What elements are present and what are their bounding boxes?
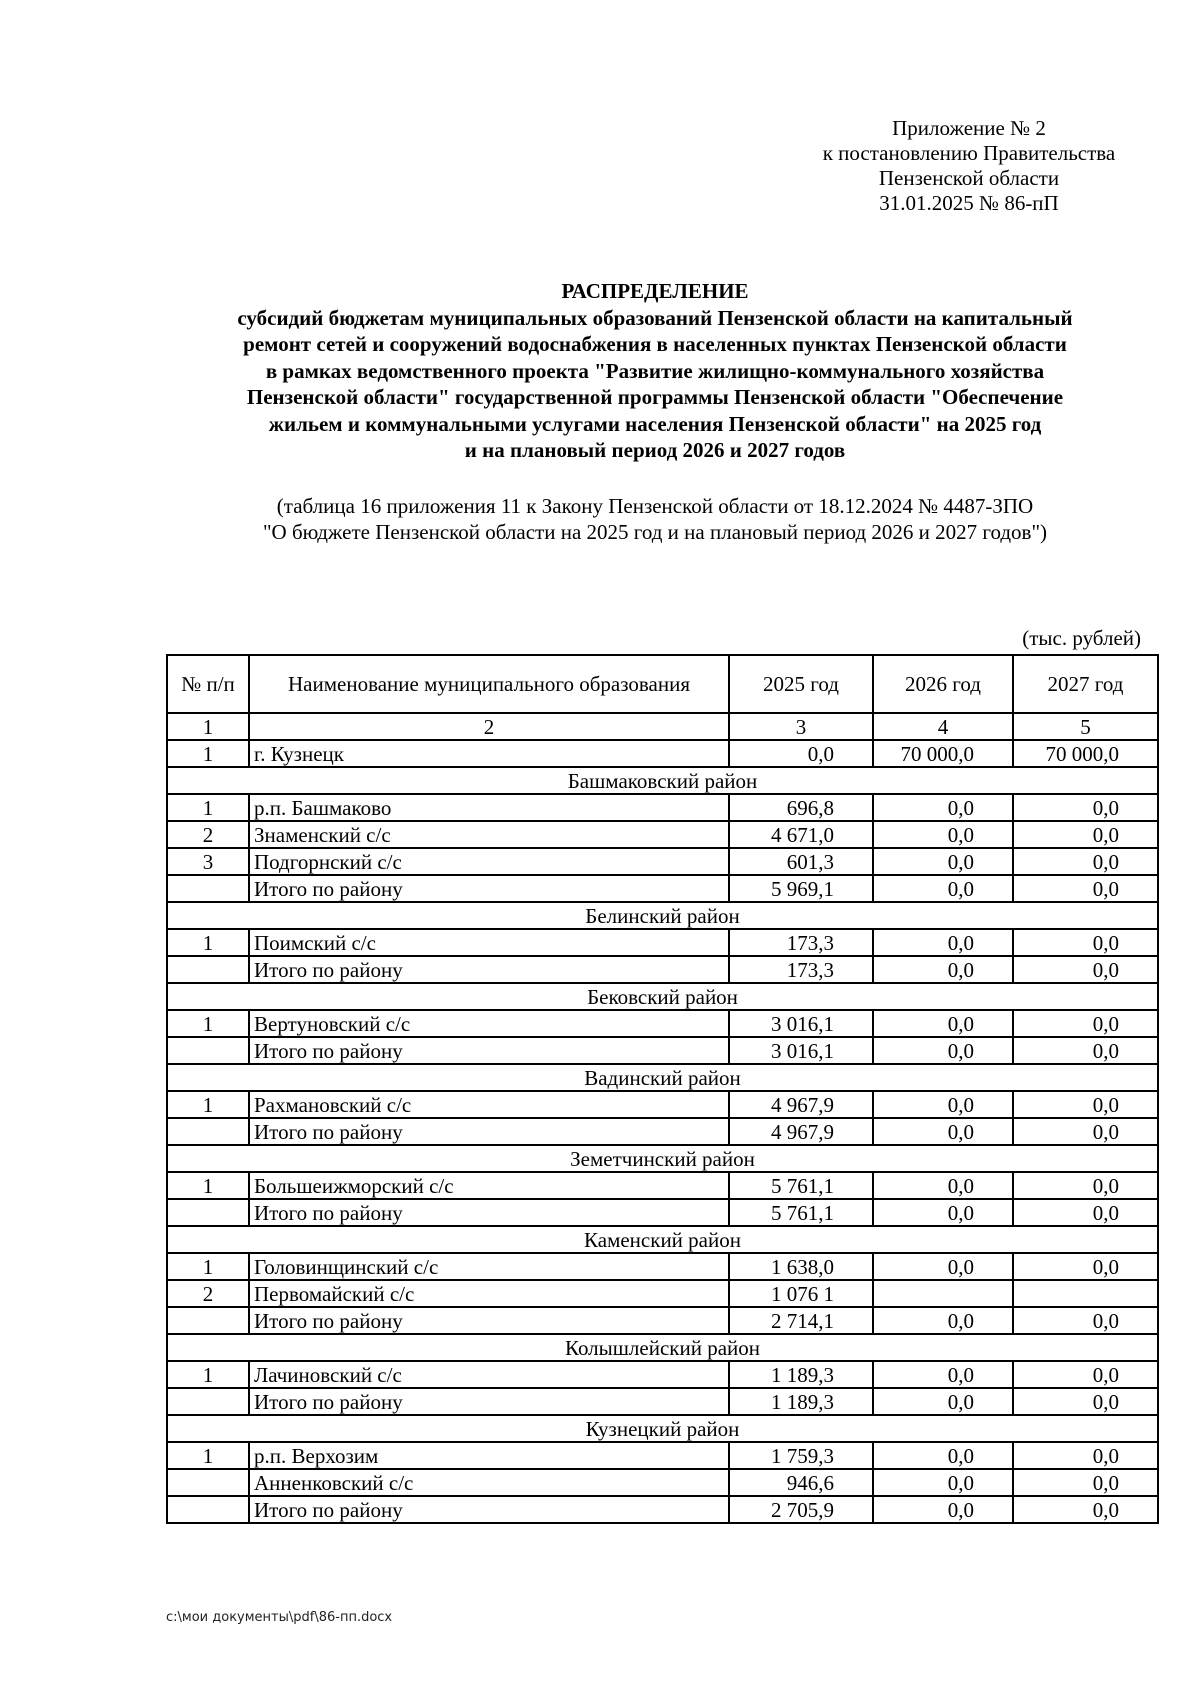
value-2025: 946,6 xyxy=(729,1469,873,1496)
value-2025: 1 076 1 xyxy=(729,1280,873,1307)
document-title xyxy=(160,278,1150,464)
value-2026: 0,0 xyxy=(873,929,1013,956)
row-number xyxy=(167,956,249,983)
title-line: субсидий бюджетам муниципальных образований Пензенской области на капитальный xyxy=(237,305,1073,330)
value-2025: 601,3 xyxy=(729,848,873,875)
column-number: 5 xyxy=(1013,713,1158,740)
header-name: Наименование муниципального образования xyxy=(249,655,729,713)
value-2026: 0,0 xyxy=(873,794,1013,821)
value-2027: 0,0 xyxy=(1013,875,1158,902)
file-path-footer: c:\мои документы\pdf\86-пп.docx xyxy=(166,1610,393,1625)
section-row xyxy=(167,1064,1158,1091)
value-2026: 0,0 xyxy=(873,1307,1013,1334)
row-number xyxy=(167,1469,249,1496)
row-number: 3 xyxy=(167,848,249,875)
row-number: 1 xyxy=(167,794,249,821)
value-2027: 0,0 xyxy=(1013,1010,1158,1037)
section-row xyxy=(167,1334,1158,1361)
total-row xyxy=(167,875,1158,902)
value-2026: 0,0 xyxy=(873,1442,1013,1469)
value-2027: 0,0 xyxy=(1013,929,1158,956)
total-row xyxy=(167,1037,1158,1064)
value-2026: 0,0 xyxy=(873,1010,1013,1037)
table-row xyxy=(167,1253,1158,1280)
table-row xyxy=(167,848,1158,875)
total-row xyxy=(167,1388,1158,1415)
municipality-name: Итого по району xyxy=(249,1037,729,1064)
total-row xyxy=(167,1199,1158,1226)
value-2027: 0,0 xyxy=(1013,1388,1158,1415)
value-2025: 1 189,3 xyxy=(729,1388,873,1415)
header-number: № п/п xyxy=(167,655,249,713)
total-row xyxy=(167,1118,1158,1145)
units-label: (тыс. рублей) xyxy=(1022,626,1141,650)
value-2026: 0,0 xyxy=(873,875,1013,902)
table-row xyxy=(167,821,1158,848)
section-row xyxy=(167,902,1158,929)
header-2026: 2026 год xyxy=(873,655,1013,713)
value-2026: 0,0 xyxy=(873,1037,1013,1064)
table-row xyxy=(167,1010,1158,1037)
municipality-name: Лачиновский с/с xyxy=(249,1361,729,1388)
value-2025: 1 189,3 xyxy=(729,1361,873,1388)
section-row xyxy=(167,767,1158,794)
municipality-name: Итого по району xyxy=(249,1496,729,1523)
value-2027: 70 000,0 xyxy=(1013,740,1158,767)
section-row xyxy=(167,983,1158,1010)
value-2026: 0,0 xyxy=(873,1172,1013,1199)
row-number xyxy=(167,1307,249,1334)
column-number: 1 xyxy=(167,713,249,740)
municipality-name: Поимский с/с xyxy=(249,929,729,956)
value-2026: 70 000,0 xyxy=(873,740,1013,767)
value-2026: 0,0 xyxy=(873,1361,1013,1388)
value-2026: 0,0 xyxy=(873,1091,1013,1118)
document-subtitle xyxy=(160,493,1150,545)
municipality-name: Анненковский с/с xyxy=(249,1469,729,1496)
value-2025: 4 967,9 xyxy=(729,1091,873,1118)
title-line: ремонт сетей и сооружений водоснабжения в населенных пунктах Пензенской области xyxy=(243,332,1067,356)
total-row xyxy=(167,956,1158,983)
value-2026: 0,0 xyxy=(873,1199,1013,1226)
column-number: 4 xyxy=(873,713,1013,740)
value-2026: 0,0 xyxy=(873,1496,1013,1523)
total-row xyxy=(167,1307,1158,1334)
appendix-line: к постановлению Правительства xyxy=(822,141,1116,165)
table-row xyxy=(167,794,1158,821)
value-2027: 0,0 xyxy=(1013,1361,1158,1388)
value-2026: 0,0 xyxy=(873,1118,1013,1145)
value-2027: 0,0 xyxy=(1013,1118,1158,1145)
title-line: жильем и коммунальными услугами населения Пензенской области" на 2025 год xyxy=(268,411,1042,436)
value-2025: 3 016,1 xyxy=(729,1037,873,1064)
section-row xyxy=(167,1415,1158,1442)
row-number: 1 xyxy=(167,1010,249,1037)
municipality-name: Итого по району xyxy=(249,1388,729,1415)
municipality-name: Итого по району xyxy=(249,1118,729,1145)
section-row xyxy=(167,1145,1158,1172)
appendix-block xyxy=(796,116,1142,216)
municipality-name: Первомайский с/с xyxy=(249,1280,729,1307)
value-2027: 0,0 xyxy=(1013,1469,1158,1496)
value-2026: 0,0 xyxy=(873,1388,1013,1415)
value-2025: 4 671,0 xyxy=(729,821,873,848)
row-number: 1 xyxy=(167,1172,249,1199)
value-2027: 0,0 xyxy=(1013,1172,1158,1199)
value-2027: 0,0 xyxy=(1013,1307,1158,1334)
section-row xyxy=(167,1226,1158,1253)
value-2025: 5 761,1 xyxy=(729,1172,873,1199)
value-2027: 0,0 xyxy=(1013,1091,1158,1118)
subtitle-line: "О бюджете Пензенской области на 2025 год и на плановый период 2026 и 2027 годов") xyxy=(262,520,1048,544)
table-row xyxy=(167,1361,1158,1388)
row-number: 1 xyxy=(167,1361,249,1388)
value-2027: 0,0 xyxy=(1013,1253,1158,1280)
value-2027: 0,0 xyxy=(1013,1037,1158,1064)
municipality-name: Рахмановский с/с xyxy=(249,1091,729,1118)
subtitle-line: (таблица 16 приложения 11 к Закону Пензенской области от 18.12.2024 № 4487-ЗПО xyxy=(276,494,1034,518)
row-number: 1 xyxy=(167,929,249,956)
title-line: и на плановый период 2026 и 2027 годов xyxy=(464,438,846,462)
appendix-line: Приложение № 2 xyxy=(892,116,1046,140)
column-numbering-row xyxy=(167,713,1158,740)
municipality-name: Знаменский с/с xyxy=(249,821,729,848)
value-2026 xyxy=(873,1280,1013,1307)
value-2027: 0,0 xyxy=(1013,794,1158,821)
value-2027 xyxy=(1013,1280,1158,1307)
row-number xyxy=(167,1199,249,1226)
table-body xyxy=(167,740,1158,1523)
municipality-name: г. Кузнецк xyxy=(249,740,729,767)
table-row xyxy=(167,1280,1158,1307)
value-2025: 5 969,1 xyxy=(729,875,873,902)
column-number: 3 xyxy=(729,713,873,740)
value-2026: 0,0 xyxy=(873,956,1013,983)
municipality-name: Итого по району xyxy=(249,875,729,902)
value-2025: 4 967,9 xyxy=(729,1118,873,1145)
section-label: Земетчинский район xyxy=(167,1145,1158,1172)
value-2025: 5 761,1 xyxy=(729,1199,873,1226)
title-line: в рамках ведомственного проекта "Развитие жилищно-коммунального хозяйства xyxy=(265,358,1045,383)
value-2027: 0,0 xyxy=(1013,1199,1158,1226)
municipality-name: р.п. Верхозим xyxy=(249,1442,729,1469)
title-heading: РАСПРЕДЕЛЕНИЕ xyxy=(561,279,749,303)
value-2025: 0,0 xyxy=(729,740,873,767)
row-number: 2 xyxy=(167,821,249,848)
row-number xyxy=(167,1496,249,1523)
municipality-name: Большеижморский с/с xyxy=(249,1172,729,1199)
table-row xyxy=(167,929,1158,956)
table-header-row xyxy=(167,655,1158,713)
table-row xyxy=(167,740,1158,767)
table-row xyxy=(167,1442,1158,1469)
row-number: 1 xyxy=(167,1253,249,1280)
row-number: 2 xyxy=(167,1280,249,1307)
municipality-name: р.п. Башмаково xyxy=(249,794,729,821)
table-row xyxy=(167,1469,1158,1496)
value-2026: 0,0 xyxy=(873,821,1013,848)
row-number xyxy=(167,1118,249,1145)
section-label: Колышлейский район xyxy=(167,1334,1158,1361)
row-number: 1 xyxy=(167,1442,249,1469)
value-2025: 1 638,0 xyxy=(729,1253,873,1280)
section-label: Белинский район xyxy=(167,902,1158,929)
value-2026: 0,0 xyxy=(873,1253,1013,1280)
value-2025: 173,3 xyxy=(729,956,873,983)
value-2025: 696,8 xyxy=(729,794,873,821)
municipality-name: Итого по району xyxy=(249,956,729,983)
total-row xyxy=(167,1496,1158,1523)
title-line: Пензенской области" государственной программы Пензенской области "Обеспечение xyxy=(246,385,1064,409)
value-2027: 0,0 xyxy=(1013,821,1158,848)
section-label: Вадинский район xyxy=(167,1064,1158,1091)
municipality-name: Вертуновский с/с xyxy=(249,1010,729,1037)
municipality-name: Итого по району xyxy=(249,1199,729,1226)
column-number: 2 xyxy=(249,713,729,740)
section-label: Кузнецкий район xyxy=(167,1415,1158,1442)
appendix-line: 31.01.2025 № 86-пП xyxy=(879,191,1059,215)
value-2027: 0,0 xyxy=(1013,956,1158,983)
row-number: 1 xyxy=(167,1091,249,1118)
value-2027: 0,0 xyxy=(1013,848,1158,875)
row-number: 1 xyxy=(167,740,249,767)
distribution-table xyxy=(166,654,1159,1524)
section-label: Бековский район xyxy=(167,983,1158,1010)
section-label: Каменский район xyxy=(167,1226,1158,1253)
row-number xyxy=(167,875,249,902)
value-2026: 0,0 xyxy=(873,848,1013,875)
value-2026: 0,0 xyxy=(873,1469,1013,1496)
value-2025: 2 714,1 xyxy=(729,1307,873,1334)
municipality-name: Итого по району xyxy=(249,1307,729,1334)
row-number xyxy=(167,1037,249,1064)
value-2025: 2 705,9 xyxy=(729,1496,873,1523)
appendix-line: Пензенской области xyxy=(878,166,1060,190)
header-2025: 2025 год xyxy=(729,655,873,713)
value-2025: 1 759,3 xyxy=(729,1442,873,1469)
table-row xyxy=(167,1172,1158,1199)
value-2025: 173,3 xyxy=(729,929,873,956)
header-2027: 2027 год xyxy=(1013,655,1158,713)
row-number xyxy=(167,1388,249,1415)
table-row xyxy=(167,1091,1158,1118)
municipality-name: Подгорнский с/с xyxy=(249,848,729,875)
value-2027: 0,0 xyxy=(1013,1442,1158,1469)
value-2027: 0,0 xyxy=(1013,1496,1158,1523)
value-2025: 3 016,1 xyxy=(729,1010,873,1037)
municipality-name: Головинщинский с/с xyxy=(249,1253,729,1280)
section-label: Башмаковский район xyxy=(167,767,1158,794)
